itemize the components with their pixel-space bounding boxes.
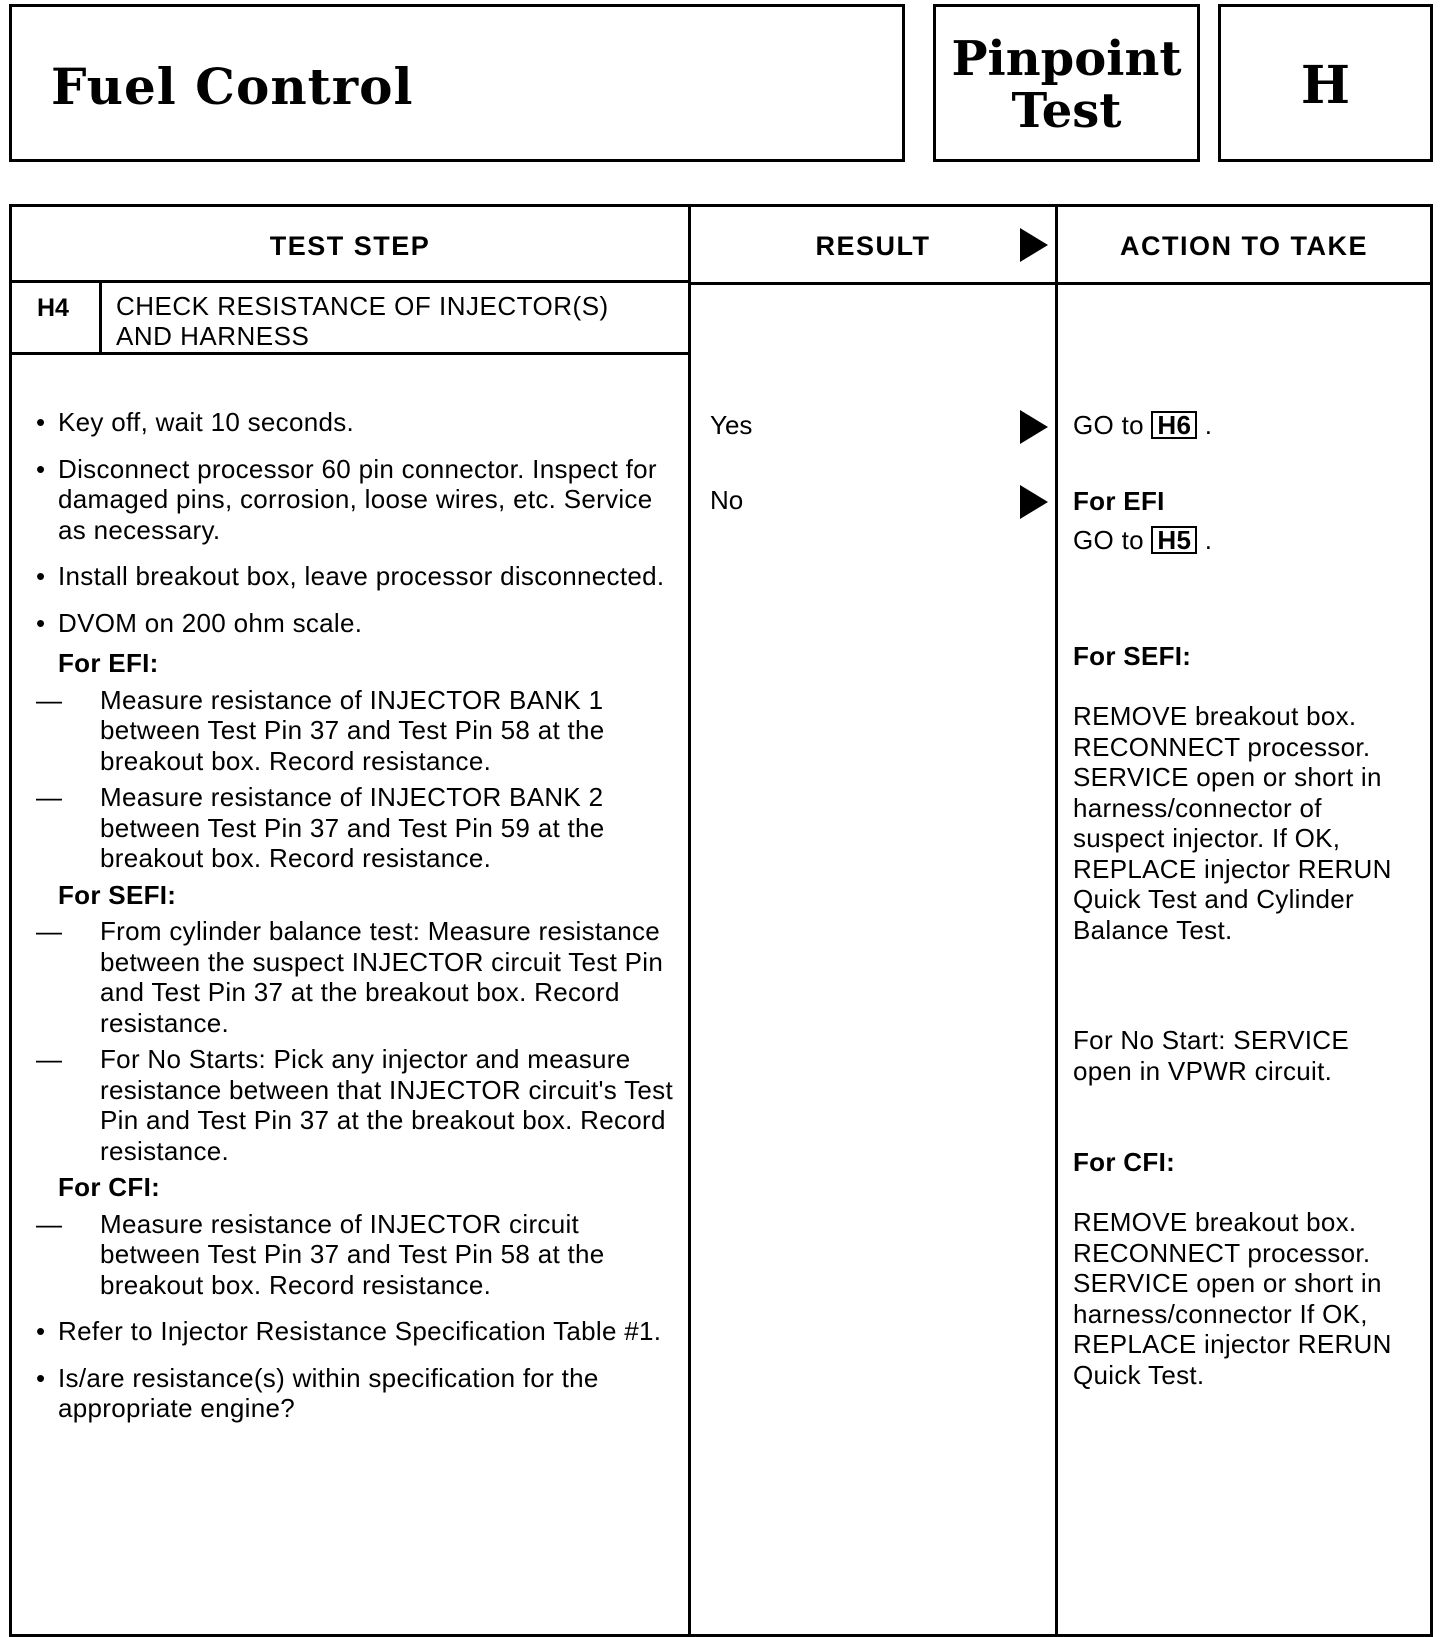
step-title-rule [12,352,688,355]
column-header-action: ACTION TO TAKE [1120,231,1368,261]
action-cfi-heading: For CFI: [1073,1147,1176,1177]
action-cfi-text: REMOVE breakout box. RECONNECT processor. SERVICE open or short in harness/connector If OK, REPLACE injector RERUN Quick Test. [1073,1207,1392,1390]
column-divider [1055,207,1058,1634]
cfi-substep-1-text: — Measure resistance of INJECTOR circuit between Test Pin 37 and Test Pin 58 at the breakout box. Record resistance. [100,1208,605,1300]
pinpoint-table [9,204,1433,1637]
pinpoint-line1: Pinpoint [951,31,1182,87]
efi-substep-1-text: — Measure resistance of INJECTOR BANK 1 between Test Pin 37 and Test Pin 58 at the breakout box. Record resistance. [100,684,605,776]
pinpoint-line2: Test [1011,83,1122,139]
action-no-goto: GO to [1073,524,1144,555]
step-id-divider [99,280,102,352]
pinpoint-test-box [933,4,1200,162]
efi-substep-2 [58,782,676,874]
step-refer-table: • Refer to Injector Resistance Specification Table #1. [36,1316,676,1347]
sefi-substep-2-text: — For No Starts: Pick any injector and measure resistance between that INJECTOR circuit's Test Pin and Test Pin 37 at the breakout box. Record resistance. [100,1044,673,1166]
action-no-efi [1073,486,1423,555]
right-arrow-icon [1020,410,1048,444]
test-step-list [36,407,676,1440]
step-install-breakout: • Install breakout box, leave processor disconnected. [36,561,676,592]
sefi-substep-1-text: — From cylinder balance test: Measure resistance between the suspect INJECTOR circuit Test Pin and Test Pin 37 at the breakout box. Record resistance. [100,916,664,1038]
sefi-substep-1 [58,916,676,1038]
pinpoint-test-label [936,33,1197,137]
action-yes-period: . [1204,410,1213,440]
step-ref-h5[interactable]: H5 [1151,526,1197,554]
right-arrow-icon [1020,485,1048,519]
efi-substep-2-text: — Measure resistance of INJECTOR BANK 2 between Test Pin 37 and Test Pin 59 at the breakout box. Record resistance. [100,782,605,873]
sefi-heading: For SEFI: [58,879,177,910]
action-efi-heading: For EFI [1073,486,1165,516]
step-title [116,291,676,351]
step-dvom: • DVOM on 200 ohm scale. [36,608,676,639]
sefi-substep-2 [58,1044,676,1166]
action-yes [1073,410,1423,441]
action-yes-goto: GO to [1073,410,1144,440]
test-letter-box [1218,4,1433,162]
document-title: Fuel Control [51,57,414,116]
cfi-heading: For CFI: [58,1172,161,1202]
step-id: H4 [37,294,69,322]
step-key-off: • Key off, wait 10 seconds. [36,407,676,438]
right-arrow-icon [1020,228,1048,262]
step-ref-h6[interactable]: H6 [1151,411,1197,439]
efi-heading: For EFI: [58,648,159,678]
step-title-line2: AND HARNESS [116,321,310,351]
step-question: • Is/are resistance(s) within specification for the appropriate engine? [36,1363,676,1424]
result-yes: Yes [710,410,753,440]
title-box [9,4,905,162]
column-header-test-step: TEST STEP [269,231,431,261]
action-no-goto-line [1073,525,1423,556]
step-disconnect-processor: • Disconnect processor 60 pin connector. Inspect for damaged pins, corrosion, loose wires, etc. Service as necessary. [36,454,676,546]
column-header-result: RESULT [815,231,931,261]
column-divider [688,207,691,1634]
action-sefi-heading: For SEFI: [1073,641,1192,671]
efi-substep-1 [58,685,676,777]
cfi-substep-1 [58,1209,676,1301]
result-no: No [710,485,744,515]
test-letter: H [1300,55,1351,116]
action-sefi-nostart: For No Start: SERVICE open in VPWR circuit. [1073,1025,1350,1086]
action-sefi-text: REMOVE breakout box. RECONNECT processor. SERVICE open or short in harness/connector of suspect injector. If OK, REPLACE injector RERUN Quick Test and Cylinder Balance Test. [1073,701,1392,945]
step-title-line1: CHECK RESISTANCE OF INJECTOR(S) [116,291,609,321]
action-no-period: . [1204,524,1213,555]
